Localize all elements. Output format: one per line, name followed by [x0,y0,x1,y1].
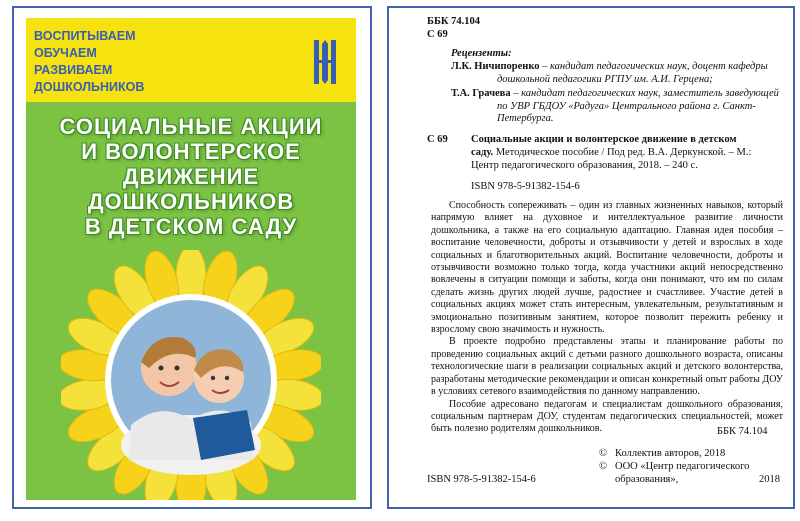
publisher-logo-icon [312,36,338,88]
entry-line2 [471,147,791,159]
copyright-symbol: © [599,461,607,472]
tagline-line: ДОШКОЛЬНИКОВ [34,80,145,94]
cover-title-line: СОЦИАЛЬНЫЕ АКЦИИ [59,114,323,139]
annotation-paragraph: Способность сопереживать – один из главных жизненных навыков, который напрямую влияет на духовное и интеллектуальное развитие личности дошкольника, а также на его социальную адаптацию. Главная идея пособия – воспитание человечности, доброты и отзывчивости у детей и взрослых в ходе социальных и благотворительных акций. Воспитание человечности, доброты и отзывчивости возможно только тогда, когда участники акций непосредственно вовлечены в ситуации помощи и заботы, когда они понимают, что им по силам сделать жизнь других людей лучше, радостнее и счастливее. Участие детей в социальных акциях может стать интересным, увлекательным, результативным и эмоционально позитивным занятием, которое позволит пережить ребенку и взрослому свою значимость и нужность. [431,200,783,336]
copyright-publisher: ООО «Центр педагогического [615,461,750,472]
annotation-paragraph: Пособие адресовано педагогам и специалистам дошкольного образования, социальным партнерам ДОУ, студентам педагогических специальностей, может быть полезно родителям дошкольников. [431,398,783,435]
reviewers-label: Рецензенты: [451,48,512,59]
sunflower-photo-illustration [61,250,321,500]
reviewer-2-text: – кандидат педагогических наук, заместитель заведующей [510,88,779,99]
reviewer-2-name: Т.А. Грачева [451,88,511,99]
annotation-paragraph: В проекте подробно представлены этапы и планирование работы по проведению социальных акций с детьми разного дошкольного возраста, описаны технологические шаги в реализации социальных акций и детского волонтерства, разработаны методические рекомендации и описан конкретный опыт работы ДОУ в условиях сетевого взаимодействия по данному направлению. [431,336,783,398]
reviewer-1-name: Л.К. Ничипоренко [451,61,540,72]
author-mark: С 69 [427,29,448,40]
reviewer-2-line2: по УВР ГБДОУ «Радуга» Центрального района г. Санкт-Петербурга. [497,101,756,125]
book-cover-panel [12,6,372,509]
tagline-line: РАЗВИВАЕМ [34,63,113,77]
cover-title-line: В ДЕТСКОМ САДУ [84,214,298,239]
cover-title-line: И ВОЛОНТЕРСКОЕ [81,139,301,164]
bbk-code: ББК 74.104 [427,16,480,27]
book-cover [26,18,356,500]
entry-title: Социальные акции и волонтерское движение в детском [471,134,737,145]
copyright-authors: Коллектив авторов, 2018 [615,448,726,459]
entry-publication: Методическое пособие / Под ред. В.А. Деркунской. – М.: [493,147,752,158]
reviewer-2 [451,88,791,100]
isbn-top: ISBN 978-5-91382-154-6 [471,181,580,192]
entry-title-cont: саду. [471,147,494,158]
tagline-line: ВОСПИТЫВАЕМ [34,29,136,43]
reviewer-1-text: – кандидат педагогических наук, доцент кафедры [539,61,768,72]
imprint-page-panel [387,6,795,509]
cover-title-line: ДВИЖЕНИЕ [122,164,260,189]
copyright-publisher-line2: образования», [615,474,679,485]
reviewer-1-line2: дошкольной педагогики РГПУ им. А.И. Герцена; [497,74,713,85]
cover-title-line: ДОШКОЛЬНИКОВ [87,189,295,214]
cover-tagline [34,28,144,96]
entry-code: С 69 [427,134,448,145]
tagline-line: ОБУЧАЕМ [34,46,97,60]
bbk-bottom: ББК 74.104 [717,426,768,437]
copyright-year: 2018 [759,474,780,485]
entry-line3: Центр педагогического образования, 2018. – 240 с. [471,160,698,171]
annotation [431,200,783,436]
cover-title [26,114,356,239]
copyright-symbol: © [599,448,607,459]
isbn-bottom: ISBN 978-5-91382-154-6 [427,474,536,485]
reviewer-1 [451,61,789,73]
